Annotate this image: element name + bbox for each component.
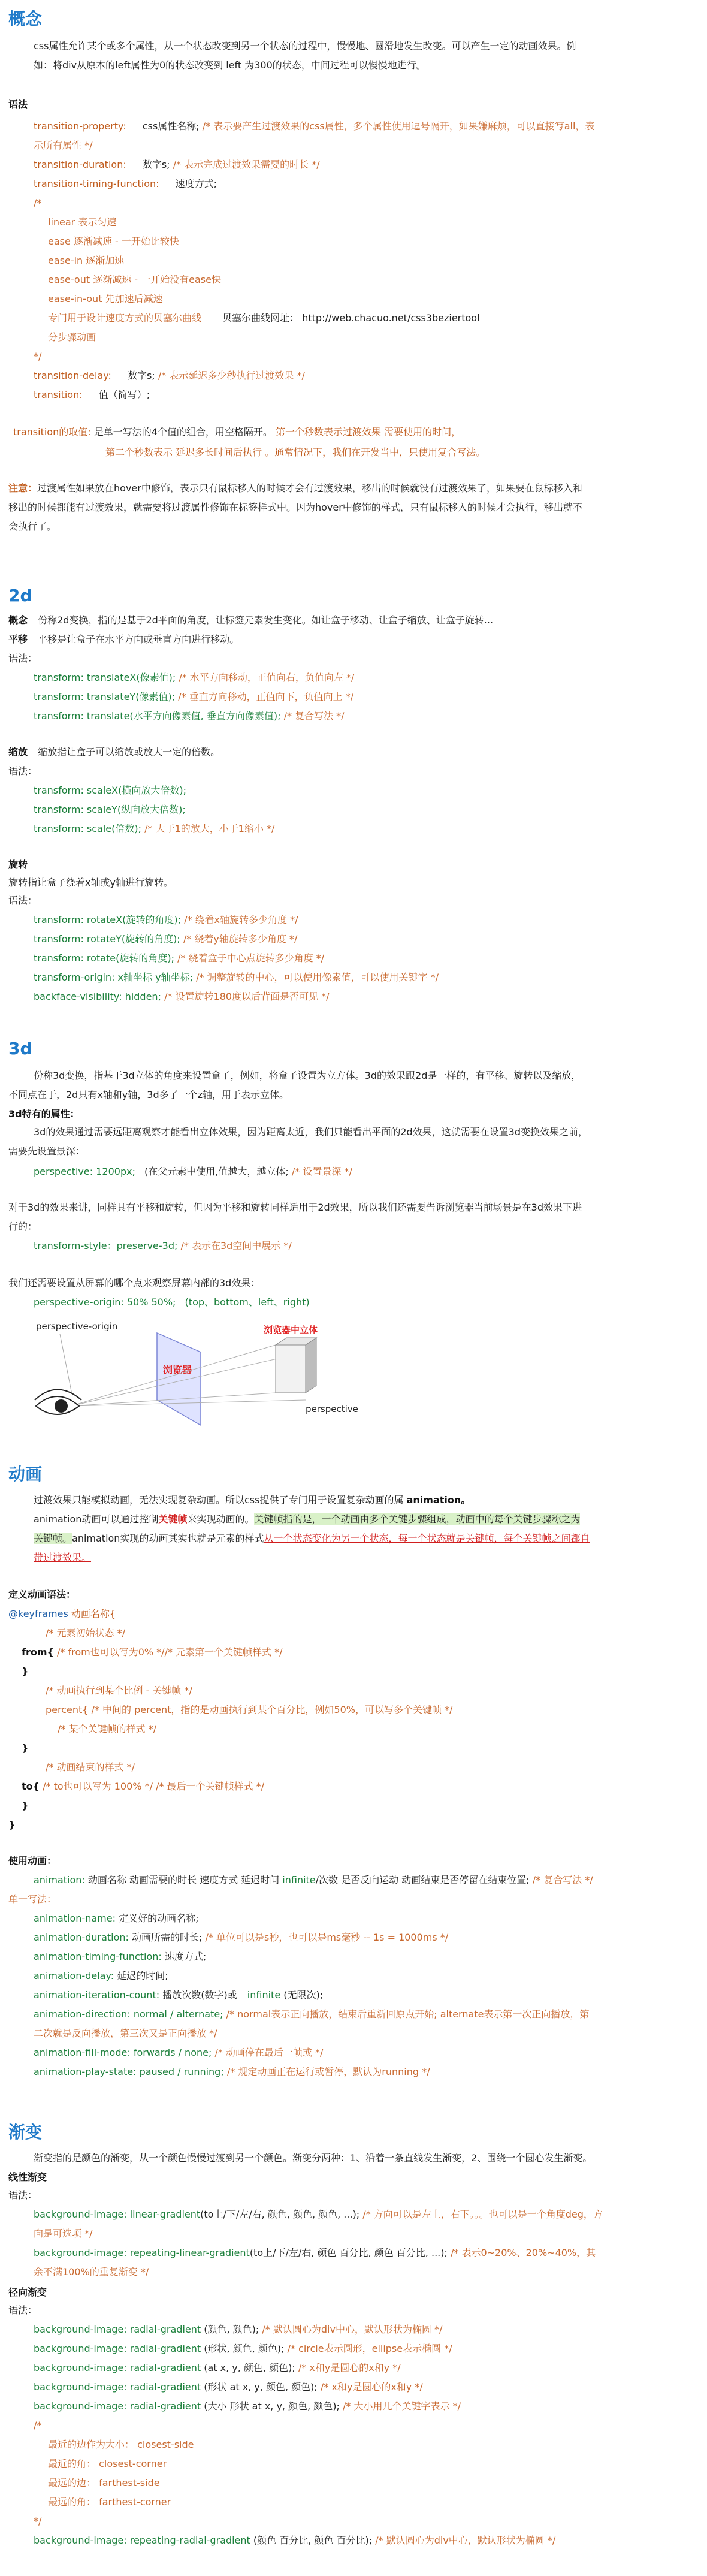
code-line: transform: translate(水平方向像素值, 垂直方向像素值); /* 复合写法 */ bbox=[34, 710, 345, 722]
prop-line: animation-iteration-count: 播放次数(数字)或 infinite (无限次); bbox=[34, 1989, 324, 2001]
def-label: 定义动画语法： bbox=[8, 1589, 76, 1600]
code-line: transform-style：preserve-3d; /* 表示在3d空间中展示 */ bbox=[34, 1240, 292, 1251]
heading-concept: 概念 bbox=[8, 9, 43, 29]
anim-para-1: 过渡效果只能模拟动画，无法实现复杂动画。所以css提供了专门用于设置复杂动画的属 animation。 bbox=[34, 1494, 471, 1506]
code-line: transform: rotateY(旋转的角度); /* 绕着y轴旋转多少角度 */ bbox=[34, 933, 298, 945]
3d-para-2: 不同点在于，2d只有x轴和y轴，3d多了一个z轴，用于表示立体。 bbox=[8, 1089, 289, 1100]
val: 速度方式; bbox=[175, 178, 217, 189]
code-line: transition: 值（简写）; bbox=[34, 389, 150, 400]
code-line: background-image: radial-gradient (形状, 颜色, 颜色); /* circle表示圆形，ellipse表示椭圆 */ bbox=[34, 2343, 452, 2354]
syntax-label: 语法： bbox=[8, 653, 38, 664]
grad-para: 渐变指的是颜色的渐变，从一个颜色慢慢过渡到另一个颜色。渐变分两种：1、沿着一条直线发生渐变，2、围绕一个圆心发生渐变。 bbox=[34, 2152, 593, 2164]
code-line: backface-visibility: hidden; /* 设置旋转180度以后背面是否可见 */ bbox=[34, 991, 330, 1002]
single-label: 单一写法： bbox=[8, 1893, 57, 1905]
size-item: 最近的角： closest-corner bbox=[48, 2458, 167, 2469]
prop-line: animation-duration: 动画所需的时长; /* 单位可以是s秒，也可以是ms毫秒 -- 1s = 1000ms */ bbox=[34, 1932, 449, 1943]
timing-item: ease-in-out 先加速后减速 bbox=[48, 293, 163, 304]
syntax-label: 语法： bbox=[8, 2304, 38, 2316]
syntax-label: 语法： bbox=[8, 895, 38, 906]
code-line: transform: scale(倍数); /* 大于1的放大，小于1缩小 */ bbox=[34, 823, 275, 834]
linear-label: 线性渐变 bbox=[8, 2171, 47, 2183]
prop-line: animation-play-state: paused / running; /* 规定动画正在运行或暂停，默认为running */ bbox=[34, 2066, 430, 2077]
browser-plane bbox=[157, 1333, 201, 1425]
code-line: transform-origin: x轴坐标 y轴坐标; /* 调整旋转的中心，可以使用像素值，可以使用关键字 */ bbox=[34, 972, 439, 983]
anim-para-4: 带过渡效果。 bbox=[34, 1552, 92, 1563]
heading-3d: 3d bbox=[8, 1039, 32, 1058]
concept-para-1: css属性允许某个或多个属性，从一个状态改变到另一个状态的过程中，慢慢地、圆滑地发生改变。可以产生一定的动画效果。例 bbox=[34, 40, 576, 52]
code-line-cont: 向是可选项 */ bbox=[34, 2228, 93, 2239]
size-item: 最远的角： farthest-corner bbox=[48, 2496, 171, 2508]
size-item: 最近的边作为大小： closest-side bbox=[48, 2439, 194, 2450]
code-line: background-image: repeating-radial-gradient (颜色 百分比, 颜色 百分比); /* 默认圆心为div中心，默认形状为椭圆 */ bbox=[34, 2535, 556, 2546]
brace: } bbox=[8, 1819, 16, 1830]
section-2d bbox=[0, 569, 707, 1013]
comment: /* 动画执行到某个比例 - 关键帧 */ bbox=[46, 1685, 192, 1696]
brace: } bbox=[22, 1666, 29, 1677]
code-line bbox=[34, 175, 217, 193]
code-line: background-image: repeating-linear-gradient(to上/下/左/右, 颜色 百分比, 颜色 百分比, ...); /* 表示0~20%、20%~40%，其 bbox=[34, 2247, 596, 2258]
heading-2d: 2d bbox=[8, 586, 32, 605]
code-line: transform: translateX(像素值); /* 水平方向移动，正值向右，负值向左 */ bbox=[34, 672, 355, 683]
prop-line-cont: 二次就是反向播放，第三次又是正向播放 */ bbox=[34, 2028, 217, 2039]
percent-line: percent{ /* 中间的 percent，指的是动画执行到某个百分比，例如50%，可以写多个关键帧 */ bbox=[46, 1704, 453, 1715]
code-line: background-image: radial-gradient (大小 形状 at x, y, 颜色, 颜色); /* 大小用几个关键字表示 */ bbox=[34, 2400, 461, 2412]
section-concept bbox=[0, 0, 707, 569]
comment-close: */ bbox=[34, 2515, 42, 2527]
3d-para-3: 对于3d的效果来讲，同样具有平移和旋转，但因为平移和旋转同样适用于2d效果，所以我们还需要告诉浏览器当前场景是在3d效果下进 bbox=[8, 1202, 582, 1213]
comment: /* 表示要产生过渡效果的css属性，多个属性使用逗号隔开，如果嫌麻烦，可以直接写all，表 bbox=[202, 120, 595, 132]
prop-line: animation-fill-mode: forwards / none; /* 动画停在最后一帧或 */ bbox=[34, 2047, 324, 2058]
keyframes-line: @keyframes 动画名称{ bbox=[8, 1608, 116, 1619]
code-line: transform: rotateX(旋转的角度); /* 绕着x轴旋转多少角度 */ bbox=[34, 914, 298, 925]
to-line: to{ /* to也可以写为 100% */ /* 最后一个关键帧样式 */ bbox=[22, 1781, 265, 1792]
code-line: background-image: linear-gradient(to上/下/左/右, 颜色, 颜色, 颜色, ...); /* 方向可以是左上，右下。。。也可以是一个角度deg，方 bbox=[34, 2209, 603, 2220]
brace: } bbox=[22, 1742, 29, 1754]
label-perspective: perspective bbox=[306, 1404, 358, 1414]
comment-open: /* bbox=[34, 2420, 42, 2431]
3d-para-4: 行的： bbox=[8, 1221, 38, 1232]
comment: /* 某个关键帧的样式 */ bbox=[58, 1723, 156, 1735]
heading-animation: 动画 bbox=[8, 1464, 43, 1484]
eye-icon bbox=[35, 1390, 81, 1415]
2d-pan: 平移 平移是让盒子在水平方向或垂直方向进行移动。 bbox=[8, 634, 240, 645]
code-line: perspective-origin: 50% 50%; (top、bottom、left、right) bbox=[34, 1296, 310, 1308]
label-cube: 浏览器中立体 bbox=[264, 1325, 318, 1335]
use-label: 使用动画： bbox=[8, 1855, 57, 1866]
3d-feature-label: 3d特有的属性： bbox=[8, 1108, 80, 1120]
comment: /* 动画结束的样式 */ bbox=[46, 1761, 135, 1773]
line-origin bbox=[60, 1334, 72, 1394]
val: css属性名称; bbox=[142, 120, 200, 132]
timing-item: ease 逐渐减速 - 一开始比较快 bbox=[48, 236, 179, 247]
transition-note: transition的取值: 是单一写法的4个值的组合，用空格隔开。 第一个秒数表示过渡效果 需要使用的时间， bbox=[13, 426, 461, 438]
3d-para-1: 份称3d变换，指基于3d立体的角度来设置盒子，例如，将盒子设置为立方体。3d的效果跟2d是一样的，有平移、旋转以及缩放， bbox=[34, 1070, 581, 1081]
warning-3: 会执行了。 bbox=[8, 521, 57, 532]
code-line: transform: translateY(像素值); /* 垂直方向移动，正值向下，负值向上 */ bbox=[34, 691, 354, 702]
code-line: transform: scaleY(纵向放大倍数); bbox=[34, 804, 186, 815]
timing-item: ease-out 逐渐减速 - 一开始没有ease快 bbox=[48, 274, 221, 285]
prop-line: animation-timing-function: 速度方式; bbox=[34, 1951, 207, 1962]
label-perspective-origin: perspective-origin bbox=[36, 1321, 118, 1332]
code-line: background-image: radial-gradient (颜色, 颜色); /* 默认圆心为div中心，默认形状为椭圆 */ bbox=[34, 2324, 443, 2335]
brace: } bbox=[22, 1800, 29, 1811]
code-line-cont: 余不满100%的重复渐变 */ bbox=[34, 2266, 149, 2278]
code-line: perspective: 1200px; (在父元素中使用,值越大，越立体; /* 设置景深 */ bbox=[34, 1166, 352, 1177]
section-gradient bbox=[0, 2104, 707, 2576]
comment: /* 元素初始状态 */ bbox=[46, 1627, 125, 1639]
concept-para-2: 如：将div从原本的left属性为0的状态改变到 left 为300的状态，中间过程可以慢慢地进行。 bbox=[34, 59, 426, 71]
2d-rotate-text: 旋转指让盒子绕着x轴或y轴进行旋转。 bbox=[8, 877, 173, 888]
comment-open: /* bbox=[34, 197, 42, 209]
size-item: 最远的边： farthest-side bbox=[48, 2477, 160, 2488]
code-line: transform: scaleX(横向放大倍数); bbox=[34, 785, 186, 796]
from-line: from{ /* from也可以写为0% *//* 元素第一个关键帧样式 */ bbox=[22, 1646, 283, 1658]
step-anim: 分步骤动画 bbox=[48, 331, 96, 343]
syntax-label: 语法： bbox=[8, 765, 38, 777]
prop-line: animation-direction: normal / alternate; /* normal表示正向播放，结束后重新回原点开始; alternate表示第一次正向播放，第 bbox=[34, 2008, 590, 2020]
syntax-label: 语法 bbox=[8, 99, 28, 110]
prop-line: animation-delay: 延迟的时间; bbox=[34, 1970, 168, 1981]
prop: transition-property: bbox=[34, 120, 126, 132]
comment-close: */ bbox=[34, 351, 42, 362]
anim-para-3: 关键帧。animation实现的动画其实也就是元素的样式从一个状态变化为另一个状态，每一个状态就是关键帧，每个关键帧之间都自 bbox=[34, 1533, 590, 1544]
code-line: background-image: radial-gradient (at x, y, 颜色, 颜色); /* x和y是圆心的x和y */ bbox=[34, 2362, 401, 2373]
3d-feature-1: 3d的效果通过需要远距离观察才能看出立体效果，因为距离太近，我们只能看出平面的2d效果，这就需要在设置3d变换效果之前， bbox=[34, 1126, 588, 1138]
bezier-link[interactable]: http://web.chacuo.net/css3beziertool bbox=[302, 312, 480, 324]
2d-rotate-label: 旋转 bbox=[8, 859, 28, 870]
code-line bbox=[34, 156, 320, 174]
comment: /* 表示完成过渡效果需要的时长 */ bbox=[173, 159, 320, 170]
label-browser: 浏览器 bbox=[163, 1364, 192, 1376]
use-line: animation: 动画名称 动画需要的时长 速度方式 延迟时间 infinite/次数 是否反向运动 动画结束是否停留在结束位置; /* 复合写法 */ bbox=[34, 1874, 593, 1886]
3d-origin-intro: 我们还需要设置从屏幕的哪个点来观察屏幕内部的3d效果： bbox=[8, 1277, 261, 1289]
transition-note-2: 第二个秒数表示 延迟多长时间后执行 。通常情况下，我们在开发当中，只使用复合写法。 bbox=[105, 447, 486, 458]
code-line: transition-delay: 数字s; /* 表示延迟多少秒执行过渡效果 */ bbox=[34, 370, 305, 381]
comment-cont: 示所有属性 */ bbox=[34, 140, 93, 151]
timing-item: linear 表示匀速 bbox=[48, 216, 117, 228]
2d-scale: 缩放 缩放指让盒子可以缩放或放大一定的倍数。 bbox=[8, 746, 220, 758]
prop: transition-timing-function: bbox=[34, 178, 159, 189]
code-line: transform: rotate(旋转的角度); /* 绕着盒子中心点旋转多少角度 */ bbox=[34, 952, 325, 964]
section-3d bbox=[0, 1013, 707, 1450]
perspective-diagram bbox=[24, 1316, 383, 1436]
prop-line: animation-name: 定义好的动画名称; bbox=[34, 1913, 199, 1924]
val: 数字s; bbox=[142, 159, 170, 170]
cube-icon bbox=[276, 1338, 316, 1393]
timing-item: ease-in 逐渐加速 bbox=[48, 255, 125, 266]
warning-1: 注意：过渡属性如果放在hover中修饰，表示只有鼠标移入的时候才会有过渡效果，移出的时候就没有过渡效果了，如果要在鼠标移入和 bbox=[8, 482, 582, 494]
section-animation bbox=[0, 1450, 707, 2140]
radial-label: 径向渐变 bbox=[8, 2287, 47, 2298]
warning-2: 移出的时候都能有过渡效果，就需要将过渡属性修饰在标签样式中。因为hover中修饰的样式，只有鼠标移入的时候才会执行，移出就不 bbox=[8, 502, 582, 513]
heading-gradient: 渐变 bbox=[8, 2122, 43, 2142]
code-line bbox=[34, 117, 594, 135]
anim-para-2: animation动画可以通过控制关键帧来实现动画的。关键帧指的是，一个动画由多个关键步骤组成，动画中的每个关键步骤称之为 bbox=[34, 1513, 581, 1525]
syntax-label: 语法： bbox=[8, 2189, 38, 2201]
code-line: background-image: radial-gradient (形状 at x, y, 颜色, 颜色); /* x和y是圆心的x和y */ bbox=[34, 2381, 423, 2393]
3d-feature-2: 需要先设置景深： bbox=[8, 1145, 86, 1157]
2d-concept: 概念 份称2d变换，指的是基于2d平面的角度，让标签元素发生变化。如让盒子移动、让盒子缩放、让盒子旋转... bbox=[8, 614, 494, 626]
bezier-line: 专门用于设计速度方式的贝塞尔曲线 贝塞尔曲线网址： http://web.chacuo.net/css3beziertool bbox=[48, 312, 480, 324]
prop: transition-duration: bbox=[34, 159, 126, 170]
